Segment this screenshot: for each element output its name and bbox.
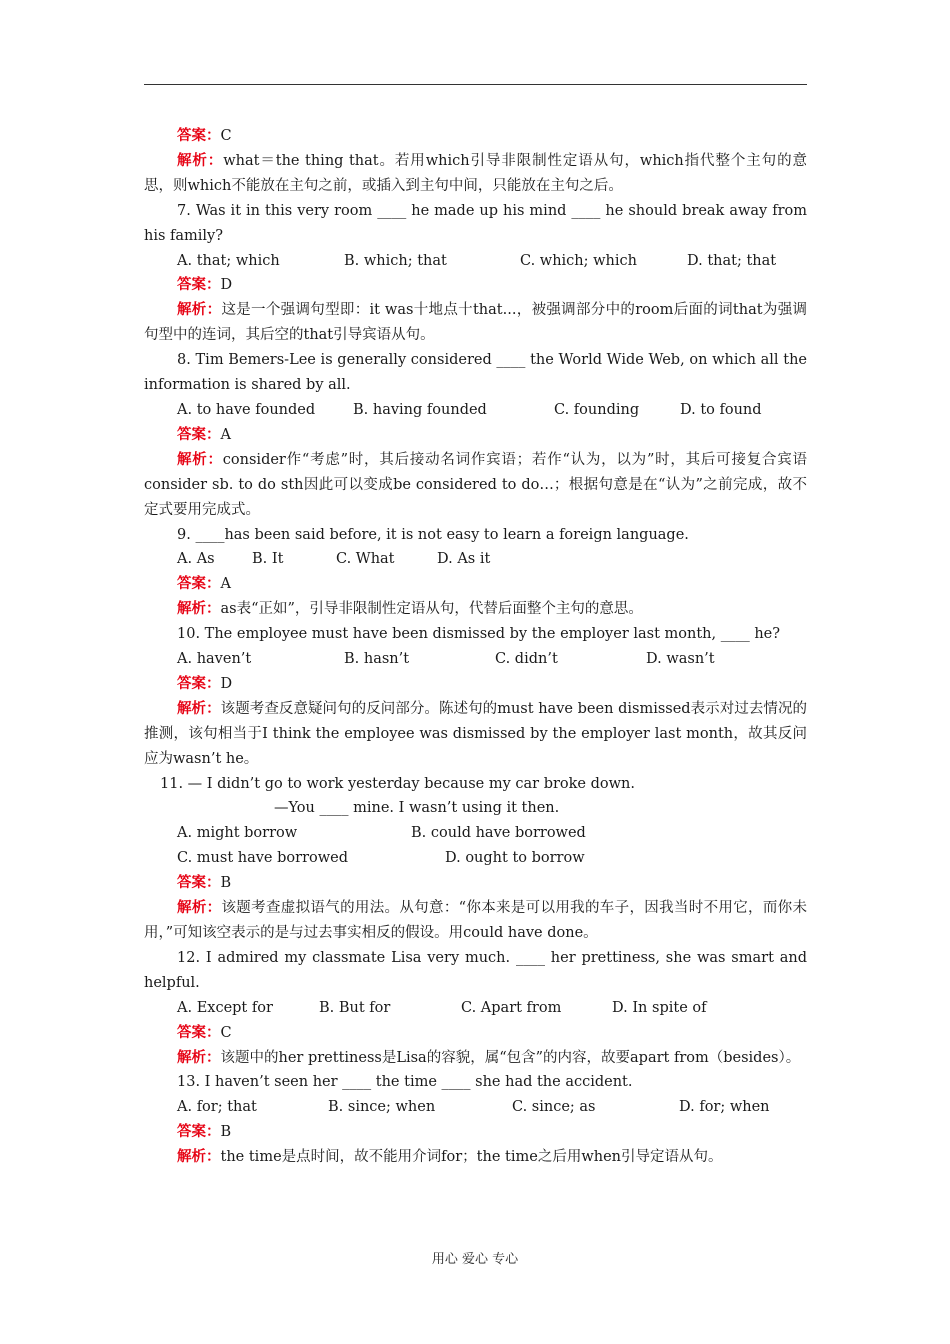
option-d: D. In spite of — [612, 999, 707, 1016]
option-c: C. since; as — [512, 1099, 596, 1116]
option-a: A. haven’t — [177, 651, 252, 668]
analysis-line: 解析：这是一个强调句型即：it was十地点十that...，被强调部分中的room后面的词that为强调句型中的连词，其后空的that引导宾语从句。 — [144, 301, 808, 344]
question-11-options-row1 — [144, 821, 807, 846]
option-a: A. to have founded — [177, 401, 316, 418]
question-11-stem: 11. — I didn’t go to work yesterday because my car broke down. — [160, 775, 635, 792]
option-c: C. founding — [554, 401, 640, 418]
analysis-line: 解析：what＝the thing that。若用which引导非限制性定语从句，which指代整个主句的意思，则which不能放在主句之前，或插入到主句中间，只能放在主句之后。 — [144, 151, 807, 194]
answer-line: 答案：D — [177, 276, 233, 294]
answer-line: 答案：C — [177, 1023, 232, 1041]
option-a: A. Except for — [177, 999, 273, 1016]
analysis-line: 解析：该题考查反意疑问句的反问部分。陈述句的must have been dismissed表示对过去情况的推测，该句相当于I think the employee was dismissed by the employer last month，故其反问应为wasn’t he。 — [144, 699, 808, 767]
question-8-options — [144, 398, 807, 423]
option-c: C. Apart from — [461, 999, 562, 1016]
option-b: B. But for — [319, 999, 391, 1016]
question-8-stem: 8. Tim Bemers-Lee is generally considered ____ the World Wide Web, on which all the information is shared by all. — [144, 352, 807, 394]
question-11-reply: —You ____ mine. I wasn’t using it then. — [274, 800, 560, 817]
option-a: A. might borrow — [177, 825, 298, 842]
document-body — [144, 124, 807, 1170]
question-11-options-row2 — [144, 846, 807, 871]
analysis-line: 解析：consider作“考虑”时，其后接动名词作宾语；若作“认为，以为”时，其后可接复合宾语consider sb. to do sth因此可以变成be considered to do…；根据句意是在“认为”之前完成，故不定式要用完成式。 — [144, 450, 807, 518]
option-d: D. ought to borrow — [445, 850, 585, 867]
answer-line: 答案：C — [177, 127, 232, 144]
option-b: B. since; when — [328, 1099, 436, 1116]
question-12-options — [144, 996, 807, 1021]
analysis-line: 解析：该题中的her prettiness是Lisa的容貌，属“包含”的内容，故要apart from（besides）。 — [177, 1048, 801, 1066]
option-a: A. As — [177, 551, 215, 568]
question-9-stem: 9. ____has been said before, it is not easy to learn a foreign language. — [177, 526, 689, 543]
option-a: A. that; which — [177, 252, 280, 269]
question-7-stem: 7. Was it in this very room ____ he made up his mind ____ he should break away from his family? — [144, 202, 807, 244]
page-footer: 用心 爱心 专心 — [431, 1252, 519, 1267]
answer-line: 答案：D — [177, 674, 233, 692]
option-d: D. As it — [437, 551, 491, 568]
question-10-stem: 10. The employee must have been dismissed by the employer last month, ____ he? — [177, 626, 781, 643]
option-d: D. to found — [680, 401, 762, 418]
option-d: D. for; when — [679, 1099, 770, 1116]
header-rule — [144, 84, 807, 85]
answer-line: 答案：B — [177, 1123, 232, 1141]
option-b: B. having founded — [353, 401, 487, 418]
question-13-options — [144, 1095, 807, 1120]
analysis-line: 解析：as表“正如”，引导非限制性定语从句，代替后面整个主句的意思。 — [177, 600, 643, 618]
analysis-line: 解析：the time是点时间，故不能用介词for；the time之后用when引导定语从句。 — [177, 1148, 723, 1166]
question-13-stem: 13. I haven’t seen her ____ the time ____ she had the accident. — [177, 1074, 633, 1091]
analysis-line: 解析：该题考查虚拟语气的用法。从句意：“你本来是可以用我的车子，因我当时不用它，而你未用，”可知该空表示的是与过去事实相反的假设。用could have done。 — [144, 899, 808, 941]
answer-line: 答案：A — [177, 425, 231, 443]
question-7-options — [144, 249, 807, 274]
option-c: C. didn’t — [495, 651, 558, 668]
option-b: B. It — [252, 551, 284, 568]
option-b: B. which; that — [344, 252, 447, 269]
question-10-options — [144, 647, 807, 672]
answer-line: 答案：A — [177, 575, 231, 593]
option-c: C. which; which — [520, 252, 637, 269]
question-12-stem: 12. I admired my classmate Lisa very much. ____ her prettiness, she was smart and helpful. — [144, 949, 807, 991]
option-a: A. for; that — [177, 1099, 257, 1116]
question-9-options — [144, 547, 807, 572]
option-b: B. hasn’t — [344, 651, 410, 668]
option-c: C. What — [336, 551, 395, 568]
option-b: B. could have borrowed — [411, 825, 586, 842]
option-c: C. must have borrowed — [177, 850, 349, 867]
answer-line: 答案：B — [177, 874, 232, 892]
option-d: D. wasn’t — [646, 651, 715, 668]
option-d: D. that; that — [687, 252, 777, 269]
